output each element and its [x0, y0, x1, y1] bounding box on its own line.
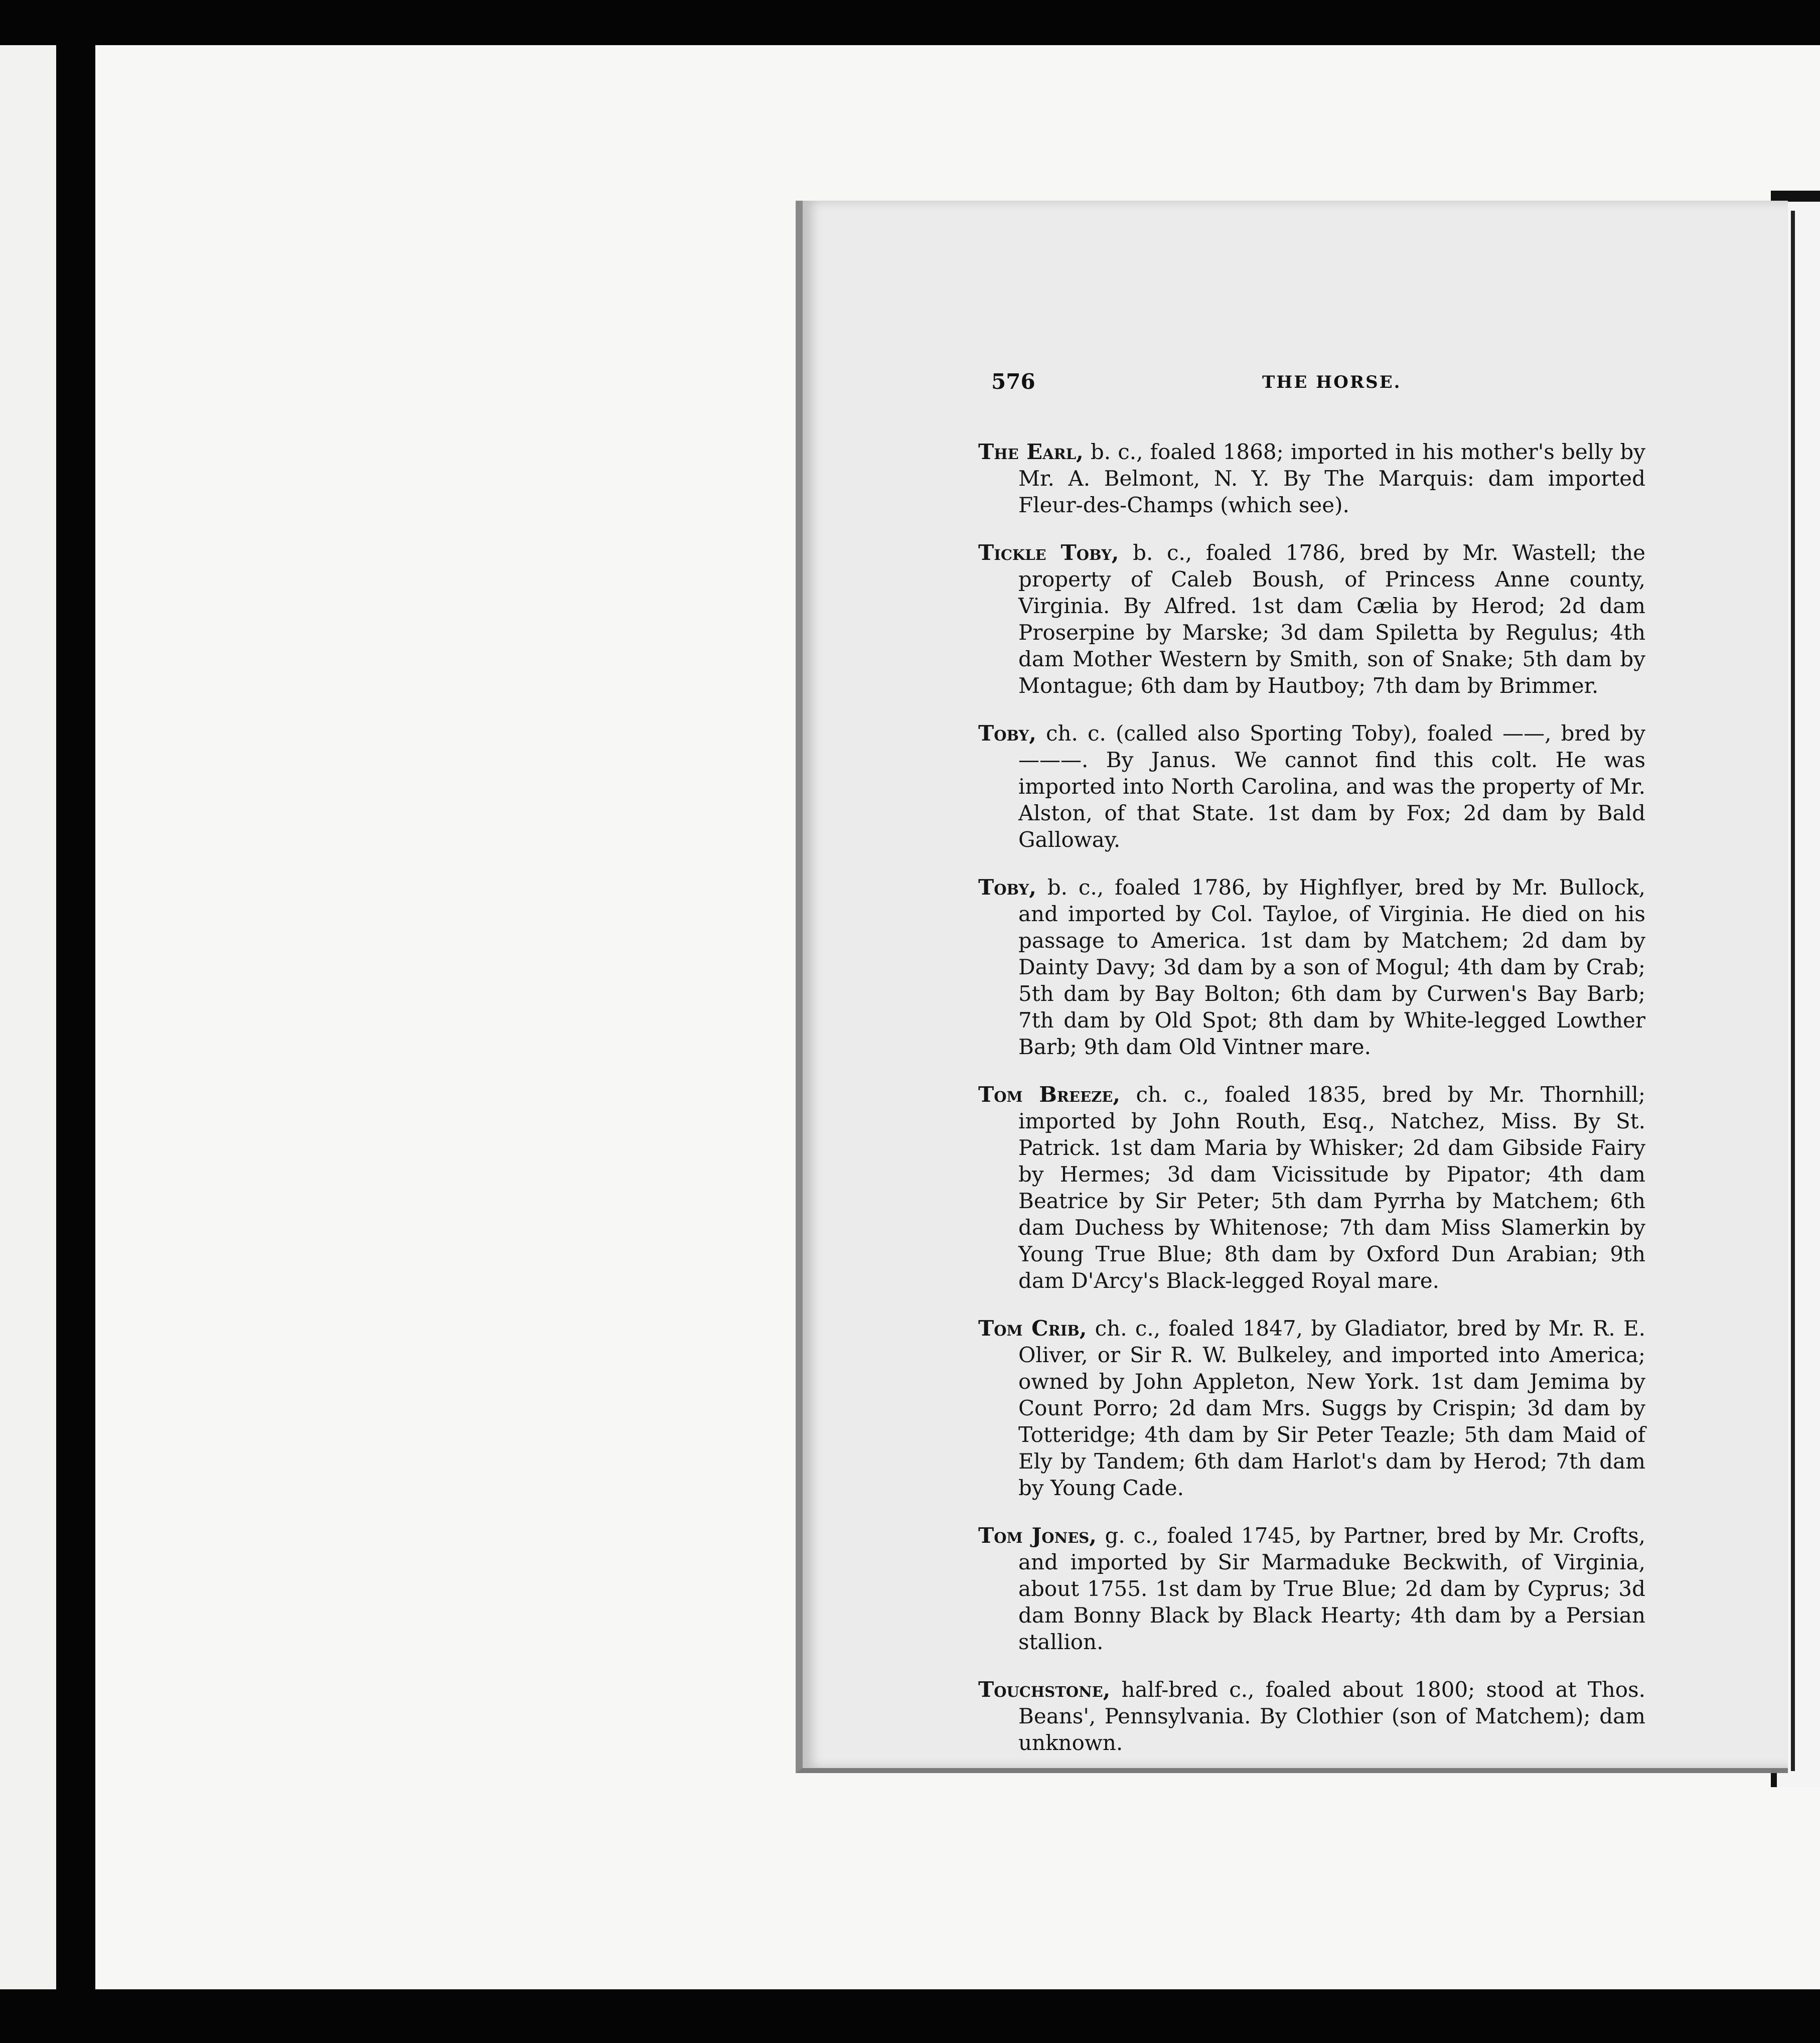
- horse-name: Toby,: [978, 721, 1036, 746]
- entry-text: b. c., foaled 1868; imported in his mother's belly by Mr. A. Belmont, N. Y. By The Marquis: dam imported Fleur-des-Champs (which see).: [1018, 440, 1645, 517]
- entry-list: [978, 417, 1645, 1764]
- entry-text: b. c., foaled 1786, bred by Mr. Wastell; the property of Caleb Boush, of Princess Anne county, Virginia. By Alfred. 1st dam Cælia by Herod; 2d dam Proserpine by Marske; 3d dam Spiletta by Regulus; 4th dam Mother Western by Smith, son of Snake; 5th dam by Montague; 6th dam by Hautboy; 7th dam by Brimmer.: [1018, 540, 1645, 698]
- entry-text: half-bred c., foaled about 1800; stood at Thos. Beans', Pennsylvania. By Clothier (son of Matchem); dam unknown.: [1018, 1677, 1645, 1755]
- scan-border-top: [0, 0, 1820, 45]
- entry-text: ch. c. (called also Sporting Toby), foaled ——, bred by———. By Janus. We cannot find this colt. He was imported into North Carolina, and was the property of Mr. Alston, of that State. 1st dam by Fox; 2d dam by Bald Galloway.: [1018, 721, 1645, 852]
- running-head: [991, 369, 1638, 399]
- entry-the-earl: [978, 439, 1645, 518]
- horse-name: Toby,: [978, 875, 1036, 900]
- entry-tom-crib: [978, 1315, 1645, 1501]
- entry-text: ch. c., foaled 1847, by Gladiator, bred by Mr. R. E. Oliver, or Sir R. W. Bulkeley, and imported into America; owned by John Appleton, New York. 1st dam Jemima by Count Porro; 2d dam Mrs. Suggs by Crispin; 3d dam by Totteridge; 4th dam by Sir Peter Teazle; 5th dam Maid of Ely by Tandem; 6th dam Harlot's dam by Herod; 7th dam by Young Cade.: [1018, 1316, 1645, 1500]
- entry-tom-breeze: [978, 1081, 1645, 1294]
- entry-touchstone: [978, 1676, 1645, 1756]
- entry-text: b. c., foaled 1786, by Highflyer, bred by Mr. Bullock, and imported by Col. Tayloe, of Virginia. He died on his passage to America. 1st dam by Matchem; 2d dam by Dainty Davy; 3d dam by a son of Mogul; 4th dam by Crab; 5th dam by Bay Bolton; 6th dam by Curwen's Bay Barb; 7th dam by Old Spot; 8th dam by White-legged Lowther Barb; 9th dam Old Vintner mare.: [1018, 875, 1645, 1059]
- entry-tom-jones: [978, 1522, 1645, 1655]
- entry-toby-b: [978, 874, 1645, 1060]
- horse-name: Tom Jones,: [978, 1523, 1097, 1548]
- horse-name: The Earl,: [978, 440, 1084, 464]
- scan-border-left: [56, 45, 95, 2002]
- horse-name: Touchstone,: [978, 1677, 1111, 1702]
- horse-name: Tickle Toby,: [978, 540, 1119, 565]
- entry-text: g. c., foaled 1745, by Partner, bred by Mr. Crofts, and imported by Sir Marmaduke Beckwith, of Virginia, about 1755. 1st dam by True Blue; 2d dam by Cyprus; 3d dam Bonny Black by Black Hearty; 4th dam by a Persian stallion.: [1018, 1523, 1645, 1654]
- scan-border-bottom: [0, 1989, 1820, 2043]
- entry-toby-ch: [978, 720, 1645, 853]
- running-title: THE HORSE.: [1262, 372, 1402, 392]
- horse-name: Tom Crib,: [978, 1316, 1087, 1341]
- entry-tickle-toby: [978, 539, 1645, 699]
- page-number: 576: [991, 369, 1035, 394]
- horse-name: Tom Breeze,: [978, 1082, 1121, 1107]
- entry-text: ch. c., foaled 1835, bred by Mr. Thornhill; imported by John Routh, Esq., Natchez, Miss. By St. Patrick. 1st dam Maria by Whisker; 2d dam Gibside Fairy by Hermes; 3d dam Vicissitude by Pipator; 4th dam Beatrice by Sir Peter; 5th dam Pyrrha by Matchem; 6th dam Duchess by Whitenose; 7th dam Miss Slamerkin by Young True Blue; 8th dam by Oxford Dun Arabian; 9th dam D'Arcy's Black-legged Royal mare.: [1018, 1082, 1645, 1293]
- book-spine-line: [1791, 211, 1795, 1771]
